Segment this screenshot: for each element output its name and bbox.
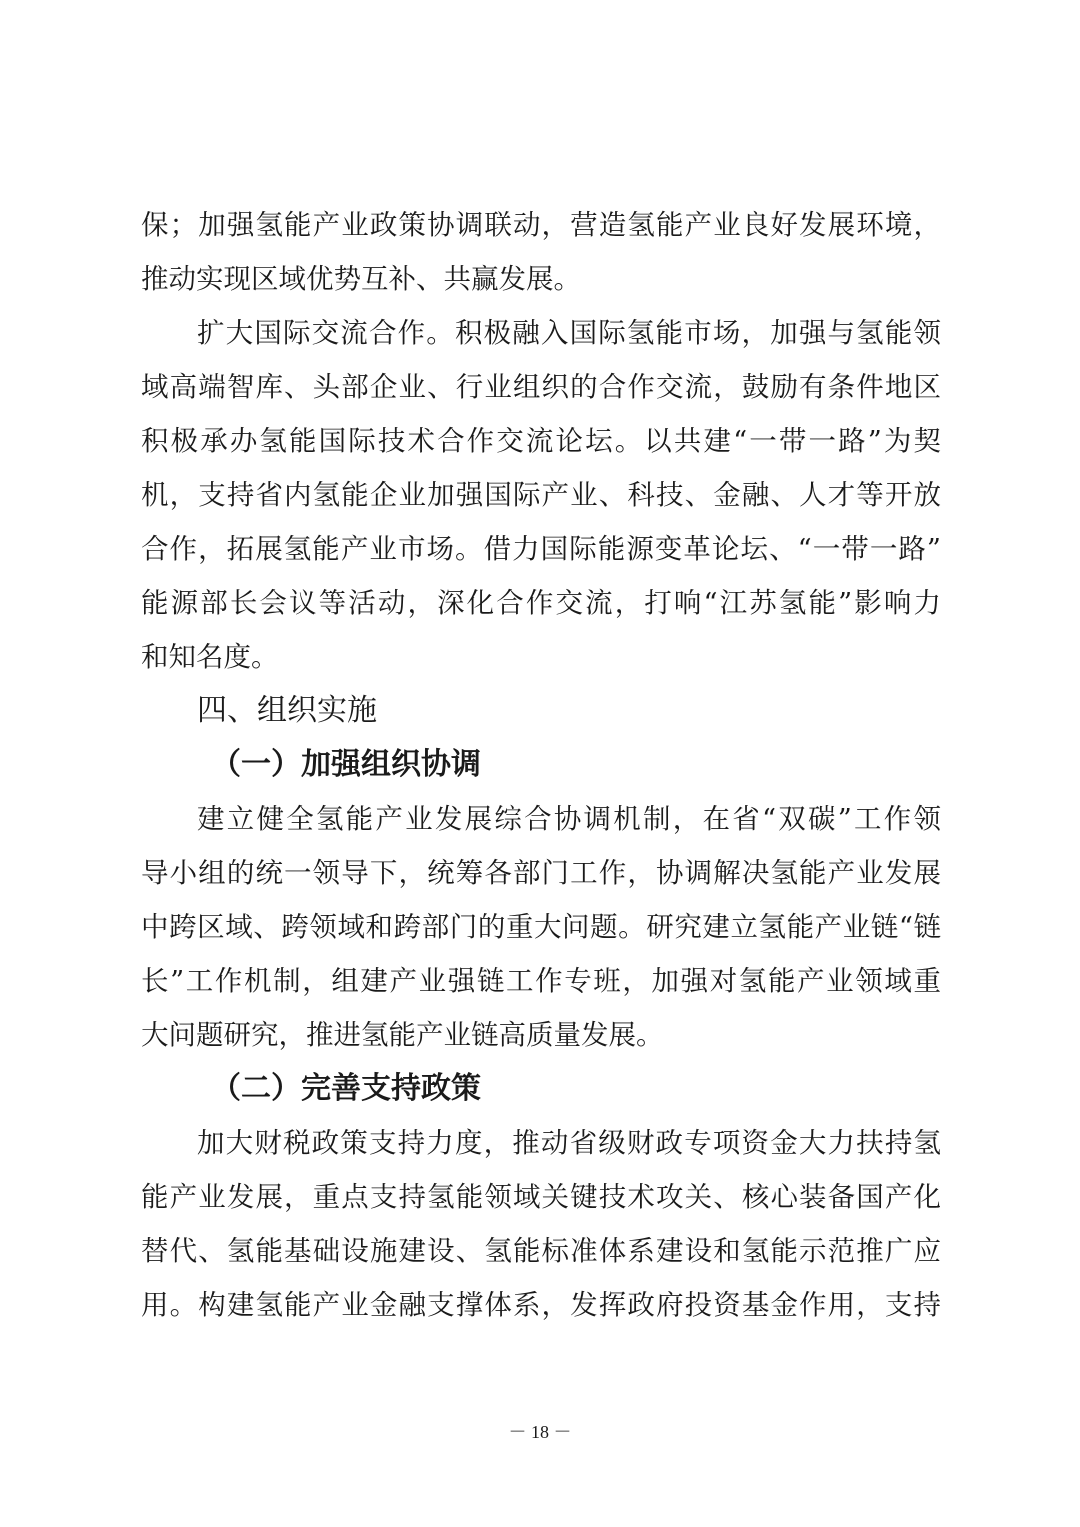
text-line: 推动实现区域优势互补、共赢发展。: [141, 263, 581, 295]
text-line: 能产业发展，重点支持氢能领域关键技术攻关、核心装备国产化: [141, 1181, 941, 1213]
paragraph-support-policy: [141, 1116, 941, 1332]
text-line: 大问题研究，推进氢能产业链高质量发展。: [141, 1019, 664, 1051]
subsection-heading: （一）加强组织协调: [211, 747, 481, 782]
text-line: 域高端智库、头部企业、行业组织的合作交流，鼓励有条件地区: [141, 371, 941, 403]
text-line: 能源部长会议等活动，深化合作交流，打响“江苏氢能”影响力: [141, 587, 941, 619]
text-line: 机，支持省内氢能企业加强国际产业、科技、金融、人才等开放: [141, 479, 941, 511]
text-line: 合作，拓展氢能产业市场。借力国际能源变革论坛、“一带一路”: [141, 533, 941, 565]
paragraph-continued: [141, 198, 941, 306]
text-line: 替代、氢能基础设施建设、氢能标准体系建设和氢能示范推广应: [141, 1235, 941, 1267]
text-line: 保；加强氢能产业政策协调联动，营造氢能产业良好发展环境，: [141, 209, 941, 241]
paragraph-organization-coordination: [141, 792, 941, 1062]
text-line: 和知名度。: [141, 641, 279, 673]
text-line: 用。构建氢能产业金融支撑体系，发挥政府投资基金作用，支持: [141, 1289, 941, 1321]
text-line: 长”工作机制，组建产业强链工作专班，加强对氢能产业领域重: [141, 965, 941, 997]
text-line: 积极承办氢能国际技术合作交流论坛。以共建“一带一路”为契: [141, 425, 941, 457]
text-line: 建立健全氢能产业发展综合协调机制，在省“双碳”工作领: [197, 803, 941, 835]
text-line: 加大财税政策支持力度，推动省级财政专项资金大力扶持氢: [197, 1127, 941, 1159]
subsection-heading: （二）完善支持政策: [211, 1071, 481, 1106]
text-line: 中跨区域、跨领域和跨部门的重大问题。研究建立氢能产业链“链: [141, 911, 941, 943]
text-line: 导小组的统一领导下，统筹各部门工作，协调解决氢能产业发展: [141, 857, 941, 889]
paragraph-international-cooperation: [141, 306, 941, 684]
text-line: 扩大国际交流合作。积极融入国际氢能市场，加强与氢能领: [197, 317, 941, 349]
page-number: － 18 －: [508, 1422, 572, 1442]
section-heading: 四、组织实施: [197, 693, 377, 728]
document-body: [141, 198, 941, 1332]
